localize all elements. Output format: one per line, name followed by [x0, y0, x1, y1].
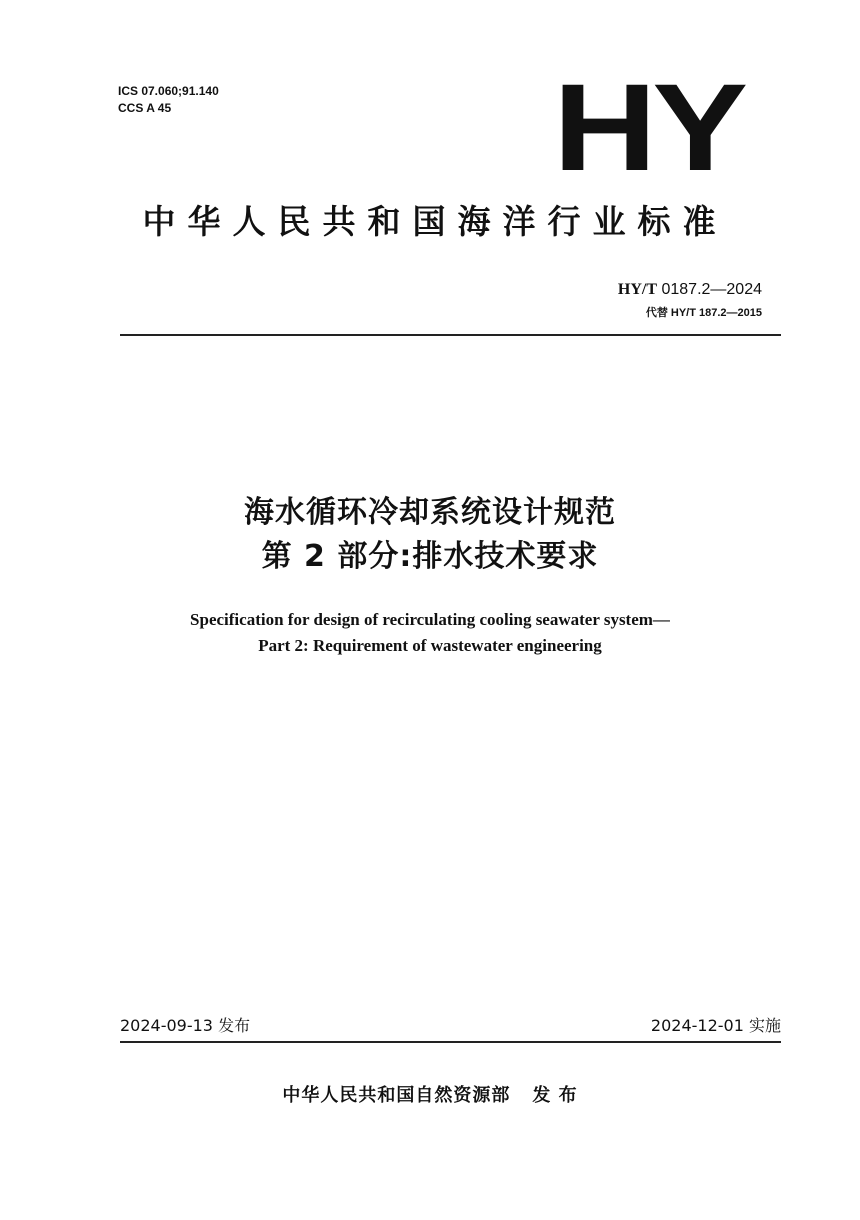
publish-action: 发 布: [532, 1085, 578, 1106]
implementation-date: 2024-12-01 实施: [650, 1016, 781, 1035]
chinese-title-line-2: 第 2 部分:排水技术要求: [261, 539, 599, 574]
issue-date: 2024-09-13 发布: [120, 1016, 251, 1035]
standard-prefix: HY/T: [617, 281, 658, 298]
bottom-divider: [120, 1041, 781, 1043]
publisher-name: 中华人民共和国自然资源部: [282, 1085, 511, 1106]
standard-number: [618, 280, 762, 300]
ccs-code: CCS A 45: [118, 101, 172, 115]
english-title-line-1: Specification for design of recirculating cooling seawater system—: [190, 610, 670, 629]
top-divider: [120, 334, 781, 336]
publisher: [0, 1084, 860, 1108]
standard-category-title: 中华人民共和国海洋行业标准: [142, 202, 728, 241]
standard-code-number: 0187.2—2024: [661, 281, 762, 298]
ics-ccs-codes: [118, 83, 219, 117]
english-title-line-2: Part 2: Requirement of wastewater engineering: [258, 636, 602, 655]
hy-logo: HY: [553, 59, 744, 197]
ics-code: ICS 07.060;91.140: [118, 84, 219, 98]
chinese-title-line-1: 海水循环冷却系统设计规范: [244, 495, 616, 530]
replaces-standard: 代替 HY/T 187.2—2015: [645, 307, 762, 319]
